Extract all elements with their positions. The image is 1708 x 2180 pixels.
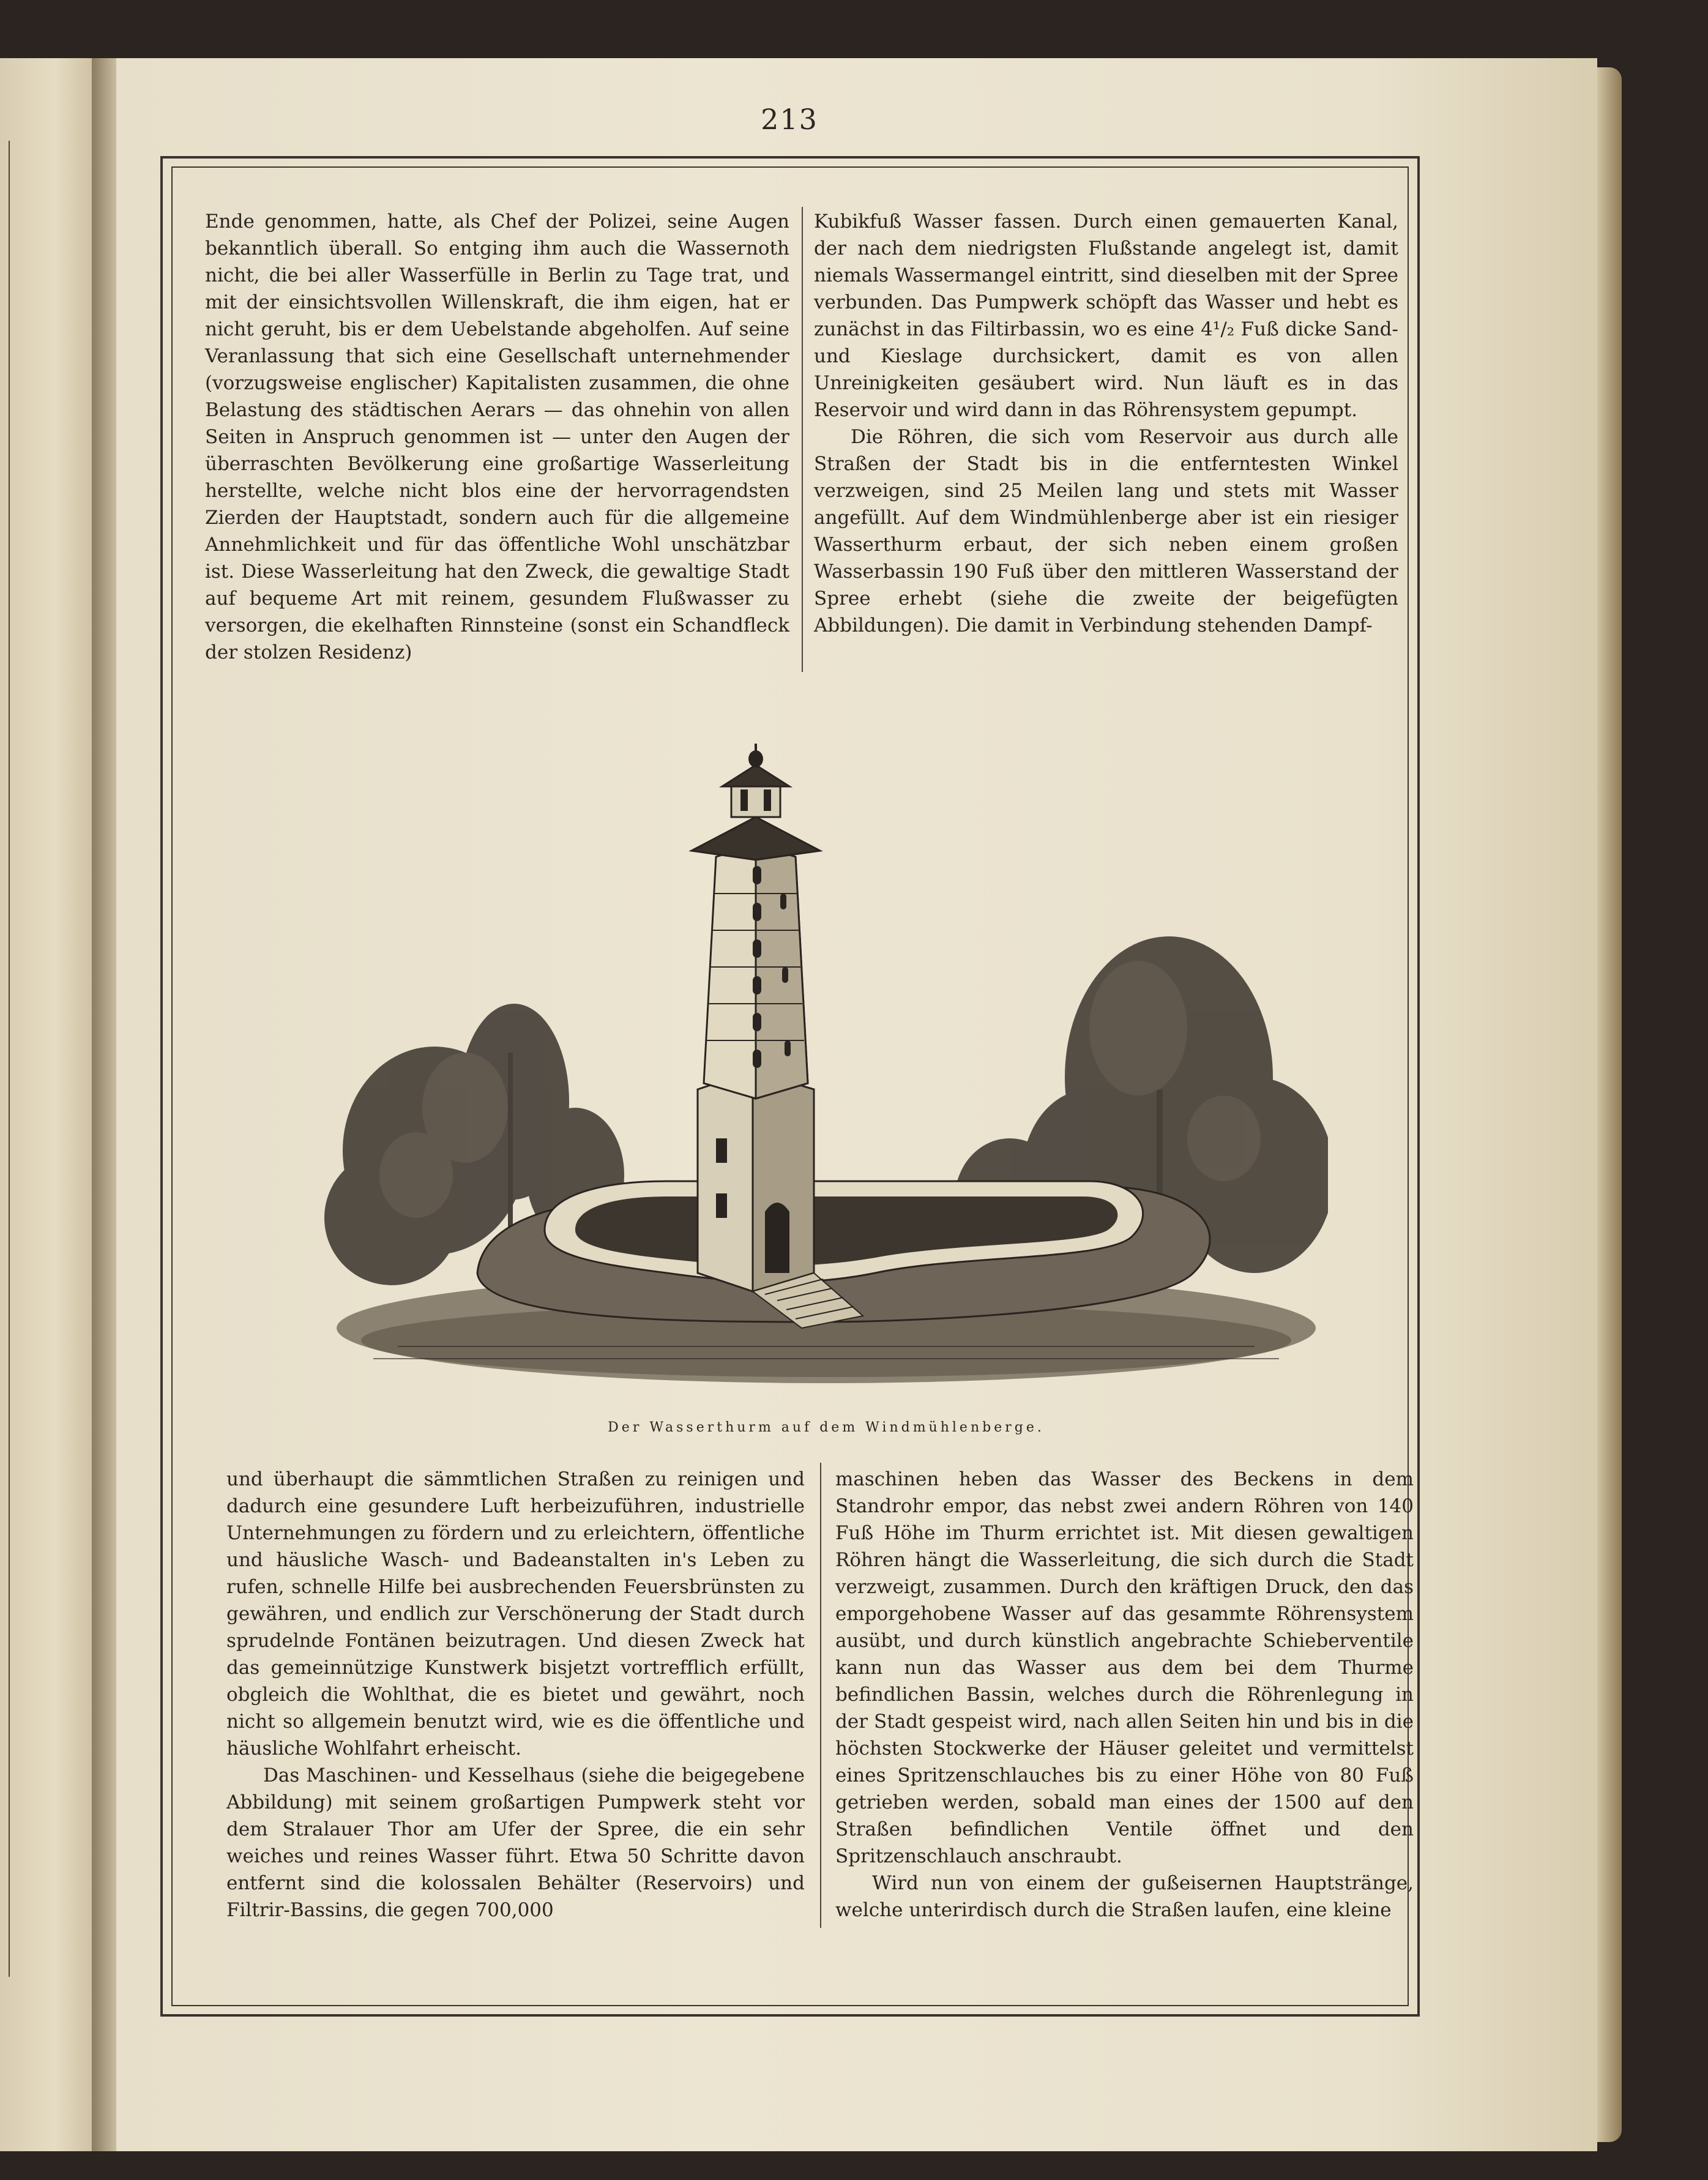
text-column-top-left (205, 208, 789, 666)
tower-base (698, 1071, 814, 1291)
water-tower-illustration (324, 710, 1328, 1395)
paragraph: Wird nun von einem der gußeisernen Hauptstränge, welche unterirdisch durch die Straßen laufen, eine kleine (835, 1872, 1414, 1921)
column-divider-top (802, 207, 803, 672)
paragraph: Das Maschinen- und Kesselhaus (siehe die beigegebene Abbildung) mit seinem großartigen Pumpwerk steht vor dem Stralauer Thor am Ufer der Spree, die ein sehr weiches und reines Wasser führt. Etwa 50 Schritte davon entfernt sind die kolossalen Behälter (Reservoirs) und Filtrir-Bassins, die gegen 700,000 (226, 1764, 805, 1921)
illustration-caption: Der Wasserthurm auf dem Windmühlenberge. (608, 1420, 1045, 1435)
left-page-border (0, 141, 10, 1977)
paragraph: und überhaupt die sämmtlichen Straßen zu reinigen und dadurch eine gesundere Luft herbeizuführen, industrielle Unternehmungen zu fördern und zu erleichtern, öffentliche und häusliche Wasch- und Badeanstalten in's Leben zu rufen, schnelle Hilfe bei ausbrechenden Feuersbrünsten zu gewähren, und endlich zur Verschönerung der Stadt durch sprudelnde Fontänen beizutragen. Und diesen Zweck hat das gemeinnützige Kunstwerk bisjetzt vortrefflich erfüllt, obgleich die Wohlthat, die es bietet und gewährt, noch nicht so allgemein benutzt wird, wie es die öffentliche und häusliche Wohlfahrt erheischt. (226, 1468, 805, 1760)
tower-roof (692, 744, 820, 860)
page-number: 213 (761, 103, 818, 136)
paragraph: Kubikfuß Wasser fassen. Durch einen gemauerten Kanal, der nach dem niedrigsten Flußstande angelegt ist, damit niemals Wassermangel eintritt, sind dieselben mit der Spree verbunden. Das Pumpwerk schöpft das Wasser und hebt es zunächst in das Filtirbassin, wo es eine 4¹/₂ Fuß dicke Sand- und Kieslage durchsickert, damit es von allen Unreinigkeiten gesäubert wird. Nun läuft es in das Reservoir und wird dann in das Röhrensystem gepumpt. (814, 211, 1398, 421)
left-page-edge (0, 58, 93, 2151)
column-divider-bottom (820, 1463, 821, 1928)
text-column-bottom-left (226, 1466, 805, 1924)
paragraph: Die Röhren, die sich vom Reservoir aus durch alle Straßen der Stadt bis in die entferntesten Winkel verzweigen, sind 25 Meilen lang und stets mit Wasser angefüllt. Auf dem Windmühlenberge aber ist ein riesiger Wasserthurm erbaut, der sich neben einem großen Wasserbassin 190 Fuß über den mittleren Wasserstand der Spree erhebt (siehe die zweite der beigefügten Abbildungen). Die damit in Verbindung stehenden Dampf- (814, 426, 1398, 636)
paragraph: maschinen heben das Wasser des Beckens in dem Standrohr empor, das nebst zwei andern Röhren von 140 Fuß Höhe im Thurm errichtet ist. Mit diesen gewaltigen Röhren hängt die Wasserleitung, die sich durch die Stadt verzweigt, zusammen. Durch den kräftigen Druck, den das emporgehobene Wasser auf das gesammte Röhrensystem ausübt, und durch künstlich angebrachte Schieberventile kann nun das Wasser aus dem bei dem Thurme befindlichen Bassin, welches durch die Röhrenlegung in der Stadt gespeist wird, nach allen Seiten hin und bis in die höchsten Stockwerke der Häuser geleitet und vermittelst eines Spritzenschlauches bis zu einer Höhe von 80 Fuß getrieben werden, sobald man eines der 1500 auf den Straßen befindlichen Ventile öffnet und den Spritzenschlauch anschraubt. (835, 1468, 1414, 1867)
page-edge (1597, 67, 1622, 2142)
text-column-bottom-right (835, 1466, 1414, 1924)
text-column-top-right (814, 208, 1398, 639)
tower-shaft (704, 845, 808, 1099)
paragraph: Ende genommen, hatte, als Chef der Polizei, seine Augen bekanntlich überall. So entging ihm auch die Wassernoth nicht, die bei aller Wasserfülle in Berlin zu Tage trat, und mit der einsichtsvollen Willenskraft, die ihm eigen, hat er nicht geruht, bis er dem Uebelstande abgeholfen. Auf seine Veranlassung that sich eine Gesellschaft unternehmender (vorzugsweise englischer) Kapitalisten zusammen, die ohne Belastung des städtischen Aerars — das ohnehin von allen Seiten in Anspruch genommen ist — unter den Augen der überraschten Bevölkerung eine großartige Wasserleitung herstellte, welche nicht blos eine der hervorragendsten Zierden der Hauptstadt, sondern auch für die allgemeine Annehmlichkeit und für das öffentliche Wohl unschätzbar ist. Diese Wasserleitung hat den Zweck, die gewaltige Stadt auf bequeme Art mit reinem, gesundem Flußwasser zu versorgen, die ekelhaften Rinnsteine (sonst ein Schandfleck der stolzen Residenz) (205, 211, 789, 663)
book-gutter (92, 58, 116, 2151)
